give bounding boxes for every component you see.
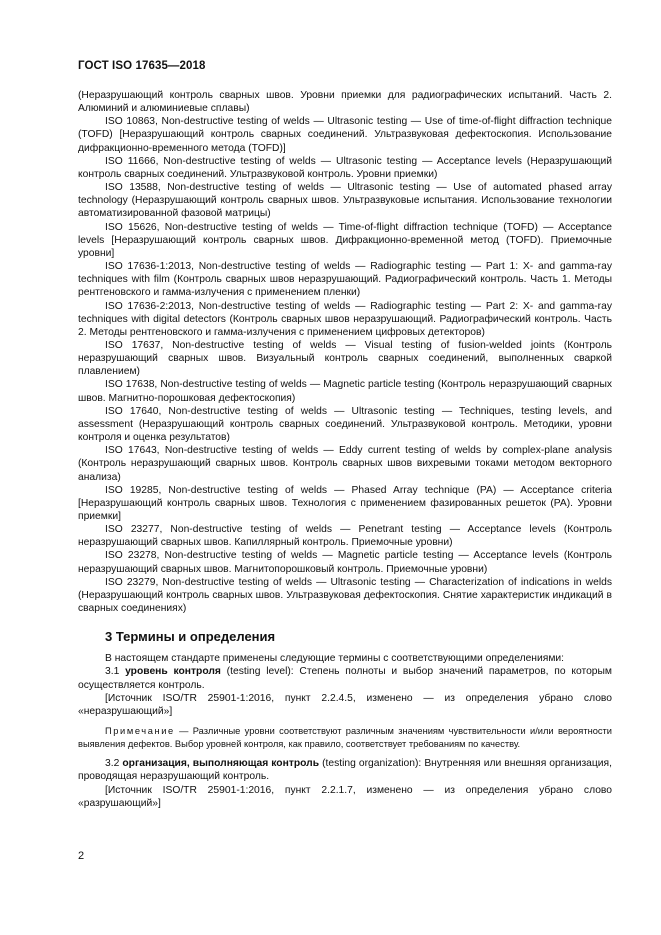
reference-entry: ISO 11666, Non-destructive testing of welds — Ultrasonic testing — Acceptance levels (Неразрушающий контроль сварных соединений. Ультразвуковой контроль. Уровни приемки) bbox=[78, 155, 612, 180]
term-source: [Источник ISO/TR 25901-1:2016, пункт 2.2.1.7, изменено — из определения убрано слово «разрушающий»] bbox=[78, 784, 612, 809]
reference-entry: ISO 19285, Non-destructive testing of welds — Phased Array technique (PA) — Acceptance criteria [Неразрушающий контроль сварных швов. Технология с применением фазированных решеток (PA). Уровни приемки] bbox=[78, 484, 612, 522]
reference-entry: ISO 17636-2:2013, Non-destructive testing of welds — Radiographic testing — Part 2: X- and gamma-ray techniques with digital detectors (Контроль сварных швов неразрушающий. Радиографический контроль. Часть 2. Методы рентгеновского и гамма-излучения с применением цифровых детекторов) bbox=[78, 300, 612, 338]
note-text: — Различные уровни соответствуют различным значениям чувствительности и/или вероятности выявления дефектов. Выбор уровней контроля, как правило, соответствует требованиям по качеству. bbox=[78, 726, 612, 749]
reference-entry: ISO 15626, Non-destructive testing of welds — Time-of-flight diffraction technique (TOFD) — Acceptance levels [Неразрушающий контроль сварных швов. Дифракционно-временной метод (TOFD). Приемочные уровни] bbox=[78, 221, 612, 259]
term-source: [Источник ISO/TR 25901-1:2016, пункт 2.2.4.5, изменено — из определения убрано слово «неразрушающий»] bbox=[78, 692, 612, 717]
term-3-2 bbox=[78, 757, 612, 783]
note bbox=[78, 725, 612, 750]
section-title: 3 Термины и определения bbox=[105, 629, 276, 645]
reference-entry: ISO 10863, Non-destructive testing of welds — Ultrasonic testing — Use of time-of-flight diffraction technique (TOFD) [Неразрушающий контроль сварных соединений. Ультразвуковая дефектоскопия. Использование дифракционно-временного метода (TOFD)] bbox=[78, 116, 612, 154]
reference-entry: ISO 23278, Non-destructive testing of welds — Magnetic particle testing — Acceptance levels (Контроль неразрушающий сварных швов. Магнитопорошковый контроль. Приемочные уровни) bbox=[78, 550, 612, 575]
document-body bbox=[78, 89, 612, 810]
term-number: 3.2 bbox=[105, 758, 123, 770]
term-name: уровень контроля bbox=[125, 666, 221, 678]
reference-entry: ISO 17643, Non-destructive testing of welds — Eddy current testing of welds by complex-plane analysis (Контроль неразрушающий сварных швов. Контроль сварных швов вихревыми токами методом векторного анализа) bbox=[78, 445, 612, 483]
term-definition: (testing organization): Внутренняя или внешняя организация, проводящая неразрушающий контроль. bbox=[78, 758, 612, 783]
standard-header: ГОСТ ISO 17635—2018 bbox=[78, 60, 206, 72]
reference-entry: (Неразрушающий контроль сварных швов. Уровни приемки для радиографических испытаний. Часть 2. Алюминий и алюминиевые сплавы) bbox=[78, 90, 612, 115]
section-intro: В настоящем стандарте применены следующие термины с соответствующими определениями: bbox=[105, 653, 565, 665]
term-3-1 bbox=[78, 665, 612, 691]
reference-entry: ISO 13588, Non-destructive testing of welds — Ultrasonic testing — Use of automated phased array technology (Неразрушающий контроль сварных швов. Ультразвуковые испытания. Использование технологии автоматизированной фазовой матрицы) bbox=[78, 182, 612, 220]
reference-entry: ISO 17640, Non-destructive testing of welds — Ultrasonic testing — Techniques, testing levels, and assessment (Неразрушающий контроль сварных соединений. Ультразвуковой контроль. Методики, уровни контроля и оценка результатов) bbox=[78, 405, 612, 444]
term-definition: (testing level): Степень полноты и выбор значений параметров, по которым осуществляется контроль. bbox=[78, 666, 613, 691]
reference-entry: ISO 17636-1:2013, Non-destructive testing of welds — Radiographic testing — Part 1: X- and gamma-ray techniques with film (Контроль сварных швов неразрушающий. Радиографический контроль. Часть 1. Методы рентгеновского и гамма-излучения с применением пленки) bbox=[78, 261, 612, 299]
reference-entry: ISO 23277, Non-destructive testing of welds — Penetrant testing — Acceptance levels (Контроль неразрушающий сварных швов. Капиллярный контроль. Приемочные уровни) bbox=[78, 524, 612, 549]
reference-entry: ISO 17638, Non-destructive testing of welds — Magnetic particle testing (Контроль неразрушающий сварных швов. Магнитно-порошковая дефектоскопия) bbox=[78, 379, 612, 404]
term-number: 3.1 bbox=[105, 666, 126, 678]
reference-entry: ISO 17637, Non-destructive testing of welds — Visual testing of fusion-welded joints (Контроль неразрушающий сварных швов. Визуальный контроль сварных соединений, выполненных сваркой плавлением) bbox=[78, 339, 612, 378]
reference-entry: ISO 23279, Non-destructive testing of welds — Ultrasonic testing — Characterization of indications in welds (Неразрушающий контроль сварных швов. Ультразвуковая дефектоскопия. Снятие характеристик индикаций в сварных соединениях) bbox=[78, 576, 612, 615]
note-label: Примечание bbox=[105, 726, 175, 737]
term-name: организация, выполняющая контроль bbox=[122, 758, 320, 770]
page-number: 2 bbox=[78, 850, 85, 862]
